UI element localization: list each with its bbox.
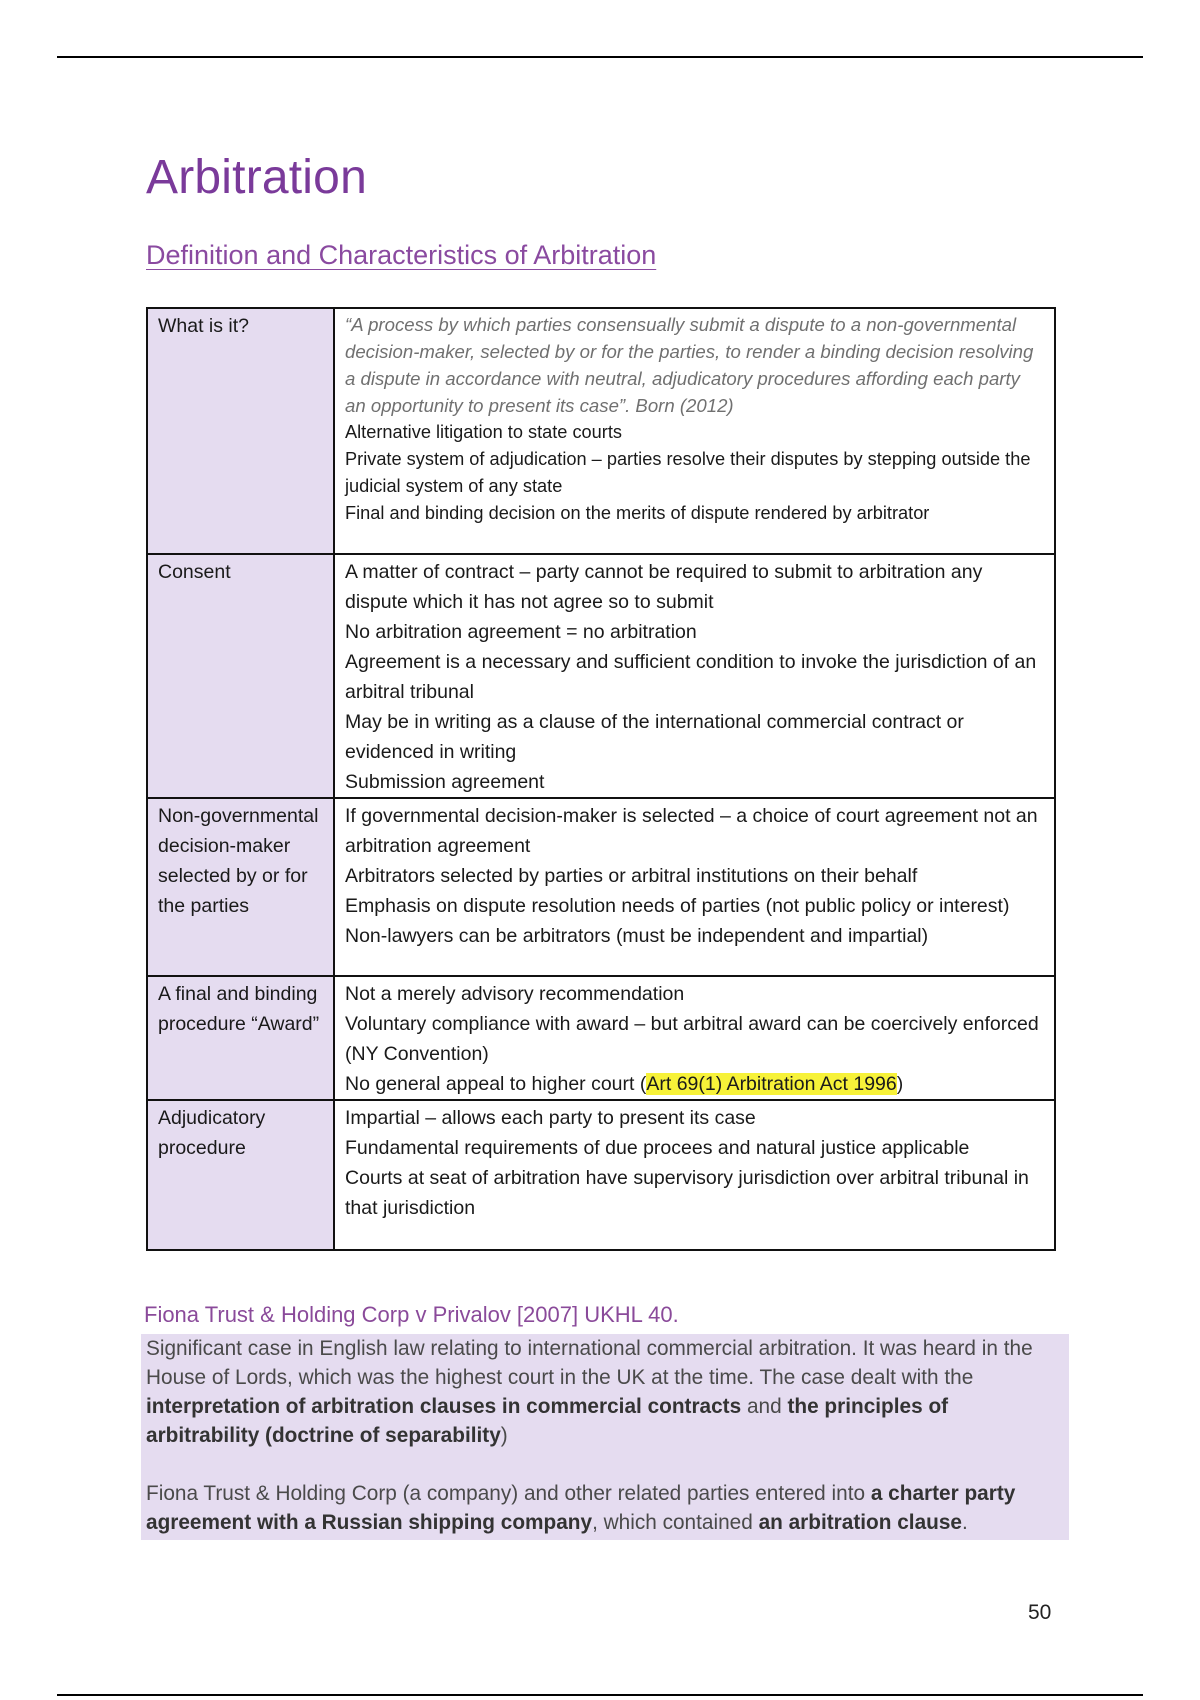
- row-label: What is it?: [147, 308, 334, 554]
- content-line: Impartial – allows each party to present its case: [345, 1107, 756, 1129]
- row-content: [334, 554, 1055, 798]
- content-line: If governmental decision-maker is selected – a choice of court agreement not an arbitration agreement: [345, 805, 1038, 857]
- row-label: A final and binding procedure “Award”: [147, 976, 334, 1100]
- table-row: [147, 976, 1055, 1100]
- highlighted-citation: Art 69(1) Arbitration Act 1996: [646, 1073, 897, 1095]
- content-line: Fundamental requirements of due procees and natural justice applicable: [345, 1137, 970, 1159]
- content-line: A matter of contract – party cannot be required to submit to arbitration any dispute which it has not agree so to submit: [345, 561, 983, 613]
- bold-phrase: the principles of arbitrability (doctrine of separability: [146, 1395, 949, 1447]
- case-paragraph: Significant case in English law relating to international commercial arbitration. It was heard in the House of Lords, which was the highest court in the UK at the time. The case dealt with the interpretation of arbitration clauses in commercial contracts and the principles of arbitrability (doctrine of separability): [146, 1337, 1033, 1447]
- row-content: [334, 976, 1055, 1100]
- content-line: Emphasis on dispute resolution needs of parties (not public policy or interest): [345, 895, 1010, 917]
- row-content: [334, 1100, 1055, 1250]
- content-line: Submission agreement: [345, 771, 545, 793]
- content-line: Private system of adjudication – parties resolve their disputes by stepping outside the judicial system of any state: [345, 449, 1031, 496]
- page-title: Arbitration: [146, 151, 367, 204]
- content-line: May be in writing as a clause of the international commercial contract or evidenced in writing: [345, 711, 964, 763]
- content-line: Courts at seat of arbitration have supervisory jurisdiction over arbitral tribunal in that jurisdiction: [345, 1167, 1029, 1219]
- definition-table: [146, 307, 1056, 1251]
- footer-rule: [57, 1694, 1143, 1696]
- row-content: [334, 798, 1055, 976]
- row-content: [334, 308, 1055, 554]
- content-line: Non-lawyers can be arbitrators (must be independent and impartial): [345, 925, 929, 947]
- content-line: Not a merely advisory recommendation: [345, 983, 685, 1005]
- page-number: 50: [1028, 1601, 1052, 1624]
- bold-phrase: an arbitration clause: [758, 1511, 962, 1534]
- content-line: No arbitration agreement = no arbitration: [345, 621, 697, 643]
- bold-phrase: interpretation of arbitration clauses in commercial contracts: [146, 1395, 742, 1418]
- case-title: Fiona Trust & Holding Corp v Privalov [2007] UKHL 40.: [144, 1302, 679, 1327]
- table-row: [147, 308, 1055, 554]
- appeal-line: No general appeal to higher court (Art 69(1) Arbitration Act 1996): [345, 1073, 904, 1095]
- content-line: Final and binding decision on the merits of dispute rendered by arbitrator: [345, 503, 930, 523]
- content-line: Arbitrators selected by parties or arbitral institutions on their behalf: [345, 865, 918, 887]
- table-row: [147, 798, 1055, 976]
- section-heading: Definition and Characteristics of Arbitration: [146, 240, 657, 270]
- header-rule: [57, 56, 1143, 58]
- row-label: Consent: [147, 554, 334, 798]
- content-line: Alternative litigation to state courts: [345, 422, 622, 442]
- bold-phrase: a charter party agreement with a Russian shipping company: [146, 1482, 1016, 1534]
- born-definition-quote: “A process by which parties consensually submit a dispute to a non-governmental decision-maker, selected by or for the parties, to render a binding decision resolving a dispute in accordance with neutral, adjudicatory procedures affording each party an opportunity to present its case”. Born (2012): [345, 314, 1034, 416]
- table-row: [147, 1100, 1055, 1250]
- table-row: [147, 554, 1055, 798]
- row-label: Non-governmental decision-maker selected by or for the parties: [147, 798, 334, 976]
- content-line: Agreement is a necessary and sufficient condition to invoke the jurisdiction of an arbitral tribunal: [345, 651, 1037, 703]
- row-label: Adjudicatory procedure: [147, 1100, 334, 1250]
- content-line: Voluntary compliance with award – but arbitral award can be coercively enforced (NY Convention): [345, 1013, 1039, 1065]
- case-summary-box: [141, 1334, 1069, 1540]
- case-paragraph: Fiona Trust & Holding Corp (a company) and other related parties entered into a charter party agreement with a Russian shipping company, which contained an arbitration clause.: [146, 1482, 1016, 1534]
